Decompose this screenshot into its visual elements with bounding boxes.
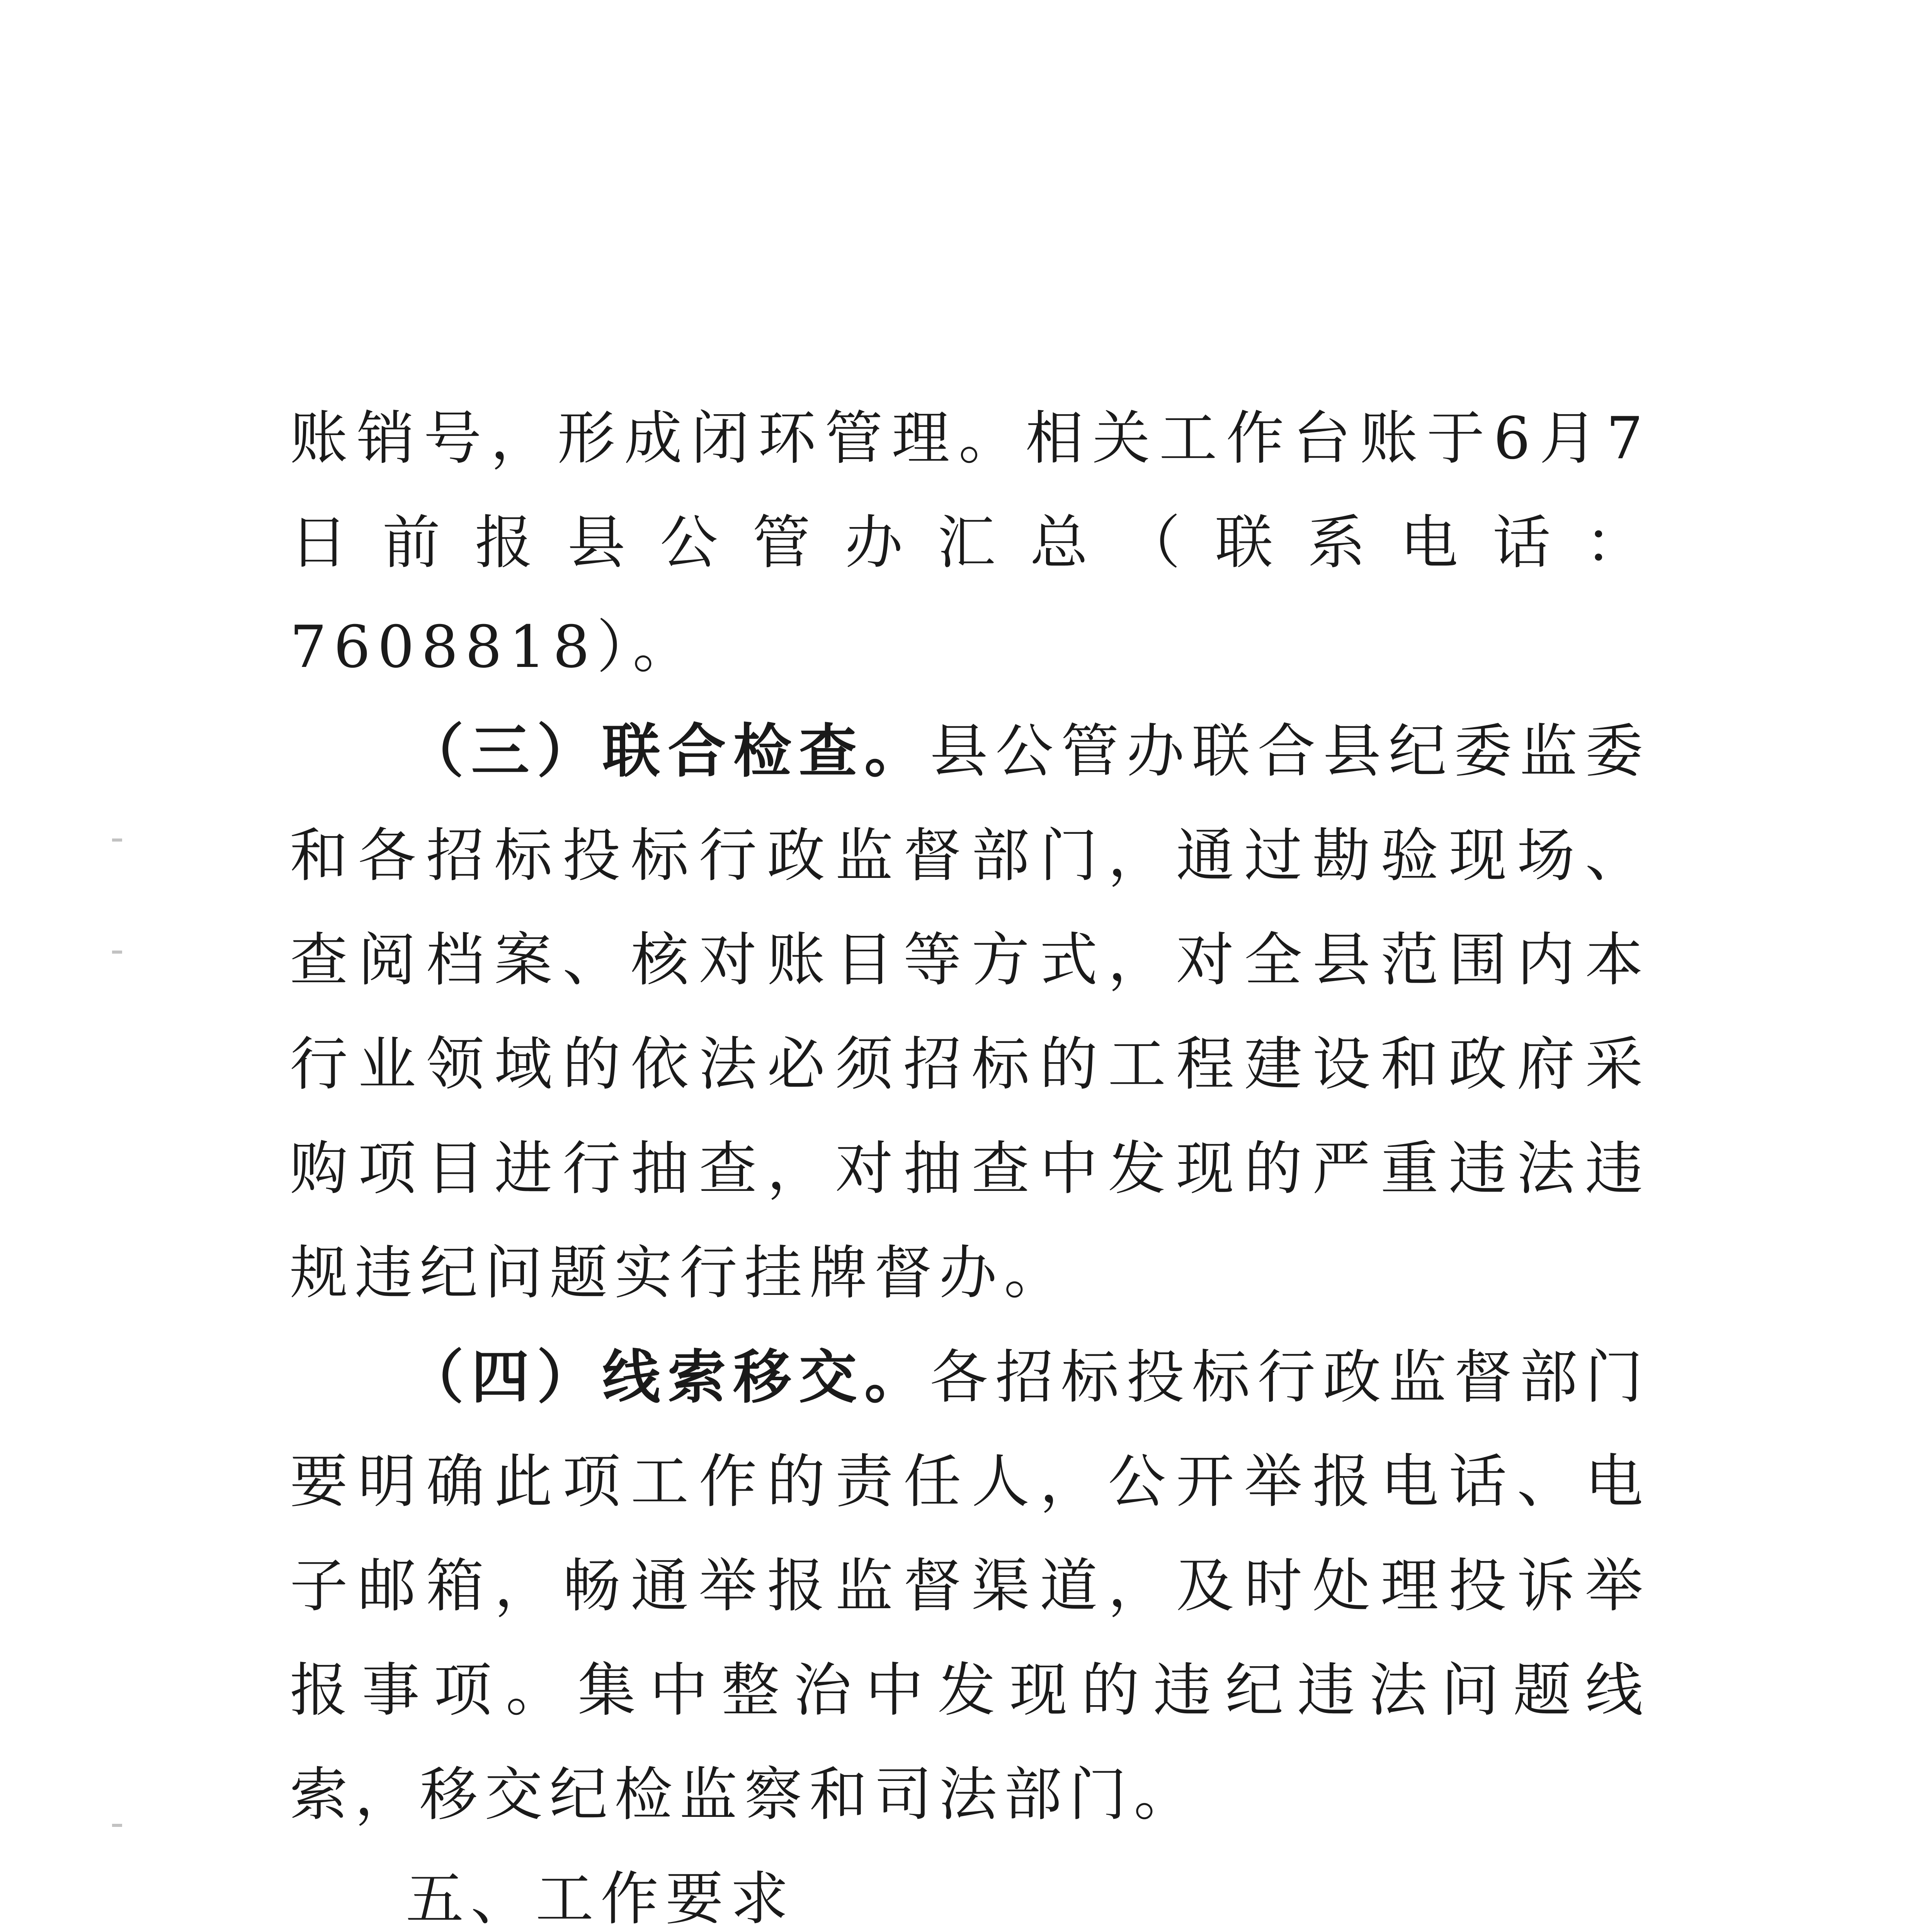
paragraph-lead: （四）线索移交。 [406,1344,930,1411]
paragraph-clue-transfer [290,1325,1650,1847]
paragraph-text: 各招标投标行政监督部门要明确此项工作的责任人，公开举报电话、电子邮箱，畅通举报监督渠道，及时处理投诉举报事项。集中整治中发现的违纪违法问题线索，移交纪检监察和司法部门。 [290,1344,1650,1828]
scan-speck [112,951,122,954]
paragraph-text: 县公管办联合县纪委监委和各招标投标行政监督部门，通过勘验现场、查阅档案、核对账目等方式，对全县范围内本行业领域的依法必须招标的工程建设和政府采购项目进行抽查，对抽查中发现的严重违法违规违纪问题实行挂牌督办。 [290,718,1650,1307]
scan-speck [112,838,122,842]
document-body [290,386,1650,1932]
paragraph-joint-inspection [290,699,1650,1325]
paragraph-continuation [290,386,1650,699]
paragraph-text: 账销号，形成闭环管理。相关工作台账于6月7日前报县公管办汇总（联系电话：7608818）。 [290,405,1650,681]
scan-speck [112,1824,122,1827]
paragraph-lead: （三）联合检查。 [406,718,930,785]
section-heading: 五、工作要求 [406,1866,796,1932]
